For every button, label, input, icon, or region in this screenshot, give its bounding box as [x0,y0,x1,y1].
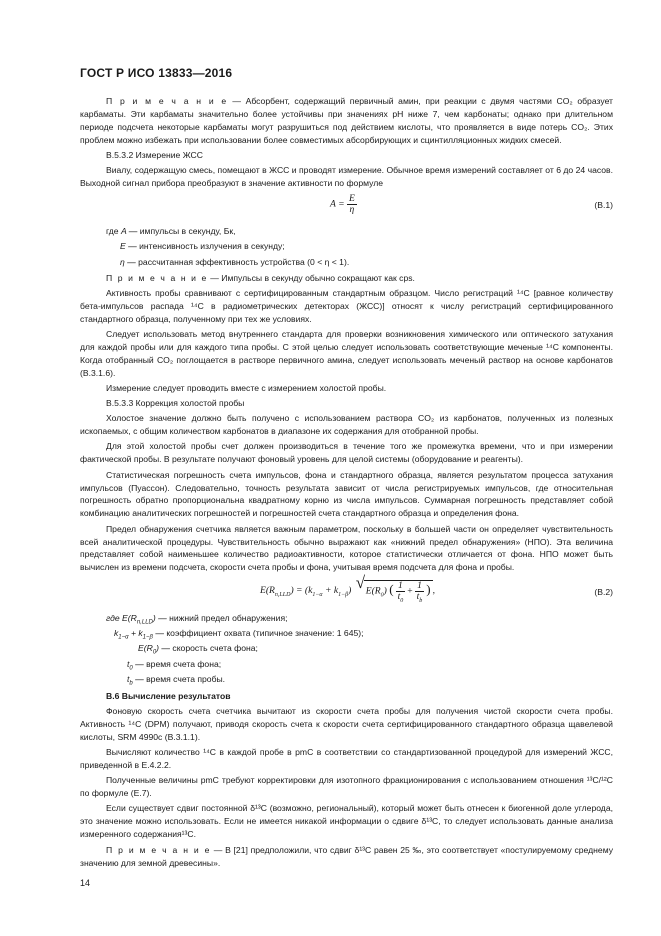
where-desc: импульсы в секунду, Бк, [139,226,236,237]
where-sub: 1−β [142,634,153,641]
formula-part: + k [322,584,339,596]
formula-fraction [396,581,405,602]
formula-part: t [397,590,401,602]
formula-denominator [396,592,405,602]
where-desc: коэффициент охвата (типичное значение: 1 645); [166,627,364,638]
where-item [80,658,613,671]
body-paragraph: Предел обнаружения счетчика является важным параметром, поскольку в большей части он определяет чувствительность всей аналитической процедуры. Чувствительность обычно выражают как «нижний предел обнаружения» (НПО). Эта величина представляет собой наименьшее количество радиоактивности, которое статистически отличается от фона. НПО может быть вычислен из времени подсчета, скорости счета пробы и фона, учитывая время подсчета для фона и пробы. [80,523,613,573]
where-sub: n,LLD [136,619,153,626]
body-paragraph: Измерение следует проводить вместе с измерением холостой пробы. [106,383,387,394]
where-symbol: E(R [138,643,153,654]
where-desc: время счета фона; [146,658,222,669]
where-symbol: k [114,627,119,638]
note-paragraph [80,95,613,147]
where-sub: b [129,680,133,687]
where-symbol: + k [128,627,143,638]
formula-fraction [415,581,424,602]
where-symbol: — [132,658,144,669]
note-paragraph [80,844,613,870]
body-paragraph: Полученные величины pmC требуют корректировки для изотопного фракционирования с использованием отношения ¹³C/¹²C по формуле (Е.7). [80,775,613,798]
note-text: — В [21] предположили, что сдвиг δ¹³C равен 25 ‰, это соответствует «постулируемому среднему значению для земной древесины». [80,844,613,868]
formula-part: E(R [365,585,381,597]
where-symbol: — [132,673,144,684]
where-item [80,673,613,686]
where-item [80,612,613,625]
formula-fraction [347,194,357,215]
where-item [80,627,613,640]
formula-part: ) = (k [290,584,313,596]
where-symbol: ) — [156,643,170,654]
where-desc: скорость счета фона; [172,643,258,654]
formula-part: ) [348,584,352,596]
where-item [80,256,613,269]
body-paragraph: Активность пробы сравнивают с сертифицированным стандартным образцом. Число регистраций ¹⁴C [равное количеству бета-импульсов распада ¹⁴C в радиометрических детекторах (ЖСС)] относят к числу регистраций сертифицированного стандартного образца, полученному при тех же условиях. [80,287,613,324]
formula-numerator: E [348,193,355,205]
where-item [80,240,613,253]
formula-sub: 0 [380,592,384,599]
note-label: П р и м е ч а н и е [106,844,212,855]
formula-part: , [432,584,436,596]
where-symbol: где E(R [106,612,137,623]
where-sub: 1−α [118,634,129,641]
formula-sqrt: √ $E(R_0)$ ( $\frac{1}{t_0}$ + $\frac{1}{t_b}$ ) [364,580,433,602]
body-paragraph: Холостое значение должно быть получено с использованием раствора CO₂ из карбонатов, полученных из полезных ископаемых, с общим количеством карбонатов в диапазоне их содержания для отобранной пробы. [80,413,613,437]
formula-lhs: A = [330,198,345,210]
formula-sub: 1−α [312,591,323,598]
formula-numerator: 1 [398,579,403,591]
where-symbol: t [127,658,130,669]
formula-b2 [80,577,613,609]
page-number: 14 [80,878,91,888]
note-label: П р и м е ч а н и е [106,272,208,283]
where-block-b1 [80,225,613,269]
where-item [80,642,613,655]
body-paragraph: Для этой холостой пробы счет должен производиться в течение того же промежутка времени, что и при измерении фактической пробы. В результате получают фоновый уровень для целой системы (оборудование и реагенты). [80,441,613,465]
body-paragraph: Следует использовать метод внутреннего стандарта для проверки возникновения химического или оптического затухания для каждой пробы или для каждого типа пробы. С этой целью следует использовать соответствующие меченые ¹⁴C компоненты. Когда отобранный CO₂ поглощается в растворе первичного амина, следует использовать меченый раствор на основе карбонатов (В.3.1.6). [80,329,613,378]
formula-b1 [80,192,613,222]
where-sub: 0 [129,665,133,672]
where-symbol: ) — [152,612,167,623]
section-heading-b532: В.5.3.2 Измерение ЖСС [106,150,203,161]
where-block-b2 [80,612,613,686]
where-desc: интенсивность излучения в секунду; [139,241,285,252]
note-text: — Абсорбент, содержащий первичный амин, при реакции с двумя частями CO₂ образует карбаматы. Эти карбаматы значительно более устойчивы при значениях pH ниже 7, чем карбонаты; однако при длительном периоде подсчета некоторые карбаматы могут разрушиться под действием кислоты, что проявляется в виде потерь CO₂. Этих проблем можно избежать при использовании более совместимых абсорбирующих и сцинтилляционных жидких смесей. [80,96,613,145]
where-symbol: t [127,673,130,684]
where-desc: нижний предел обнаружения; [169,612,288,623]
document-header: ГОСТ Р ИСО 13833—2016 [80,66,233,80]
body-paragraph: Статистическая погрешность счета импульсов, фона и стандартного образца, является результатом процесса затухания импульсов (Пуассон). Следовательно, точность результата зависит от числа регистрируемых импульсов, где относительная погрешность обратно пропорциональна квадратному корню из числа импульсов. Суммарная погрешность представляет собой комбинацию аналитических погрешностей и погрешностей счета стандартного образца и определения фона. [80,469,613,519]
formula-part: E(R [260,584,275,596]
equation-number: (В.2) [594,586,613,597]
section-heading-b533: В.5.3.3 Коррекция холостой пробы [106,398,245,409]
formula-denominator [415,592,424,602]
where-desc: время счета пробы. [146,673,226,684]
document-body [80,95,613,872]
where-symbol: A — [120,226,138,237]
section-heading-b6: В.6 Вычисление результатов [106,690,231,701]
formula-denominator: η [349,204,355,216]
body-paragraph: Виалу, содержащую смесь, помещают в ЖСС и проводят измерение. Обычное время измерений составляет от 6 до 24 часов. Выходной сигнал прибора преобразуют в значение активности по формуле [80,164,613,188]
formula-sub: b [419,597,423,604]
formula-sub: 1−β [338,591,349,598]
note-text: — Импульсы в секунду обычно сокращают как cps. [207,272,415,283]
where-sub: 0 [152,650,157,656]
formula-numerator: 1 [417,579,422,591]
where-symbol: — [152,627,164,638]
equation-number: (В.1) [594,200,613,211]
where-desc: рассчитанная эффективность устройства (0 < η < 1). [138,256,350,267]
where-item [80,225,613,238]
formula-part: ) [383,585,387,597]
note-paragraph [80,272,613,285]
body-paragraph: Фоновую скорость счета счетчика вычитают из скорости счета пробы для получения чистой скорости счета пробы. Активность ¹⁴C (DPM) получают, приводя скорость счета к скорости счета сертифицированного стандартного образца щавелевой кислоты, SRM 4990c (В.3.1.1). [80,705,613,742]
formula-part: t [416,590,420,602]
where-symbol: η — [120,256,136,267]
formula-sub: n,LLD [274,591,291,598]
formula-sub: 0 [400,597,404,604]
body-paragraph: Если существует сдвиг постоянной δ¹³C (возможно, региональный), который может быть отнесен к биогенной доле углерода, это значение можно использовать. Если не имеется никакой информации о сдвиге δ¹³C, то следует использовать данные анализа измеренного содержания¹³C. [80,803,613,840]
note-label: П р и м е ч а н и е [106,96,228,106]
where-symbol: E — [120,241,137,252]
where-intro: где [106,226,119,237]
body-paragraph: Вычисляют количество ¹⁴C в каждой пробе в pmC в соответствии со стандартизованной процедурой для измерений ЖСС, приведенной в Е.4.2.2. [80,746,613,770]
